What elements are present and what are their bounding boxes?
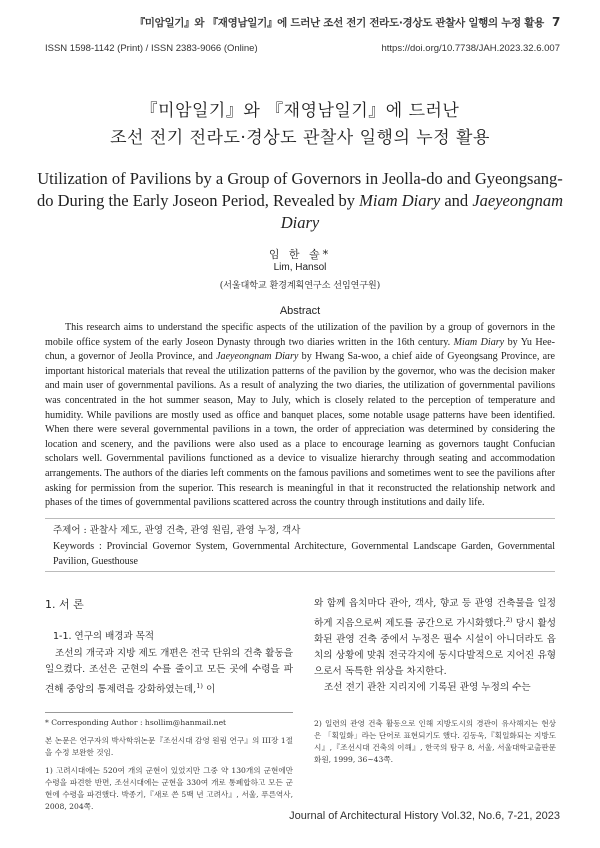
body-paragraph: 조선의 개국과 지방 제도 개편은 전국 단위의 건축 활동을 일으켰다. 조선은 군현의 수를 줄이고 모든 곳에 수령을 파견해 중앙의 통제력을 강화하였는데,$^{1)}$ 이 [45,648,293,696]
footnote-ref-1[interactable]: 1) [196,682,203,690]
running-head [135,15,560,30]
section-heading: 1. 서 론 [45,598,84,611]
issn-doi-line [45,43,560,54]
keywords-english: Keywords : Provincial Governor System, Governmental Architecture, Governmental Landscape Garden, Governmental Pavilion, Guesthouse [53,541,555,567]
running-title: 『미암일기』와 『재영남일기』에 드러난 조선 전기 전라도·경상도 관찰사 일행의 누정 활용 [134,17,544,29]
journal-footer: Journal of Architectural History Vol.32, No.6, 7-21, 2023 [289,810,560,822]
footnote-divider [45,712,293,713]
abstract-heading: Abstract [279,305,321,317]
korean-title-line1: 『미암일기』와 『재영남일기』에 드러난 [140,101,460,121]
body-paragraph: 와 함께 읍치마다 관아, 객사, 향교 등 관영 건축물을 일정하게 지음으로써 제도를 공간으로 가시화했다.$^{2)}$ 당시 활성화된 관영 건축 중에서 누정은 필수 시설이 아니더라도 읍치의 상황에 맞춰 전국각지에 동시다발적으로 지어진 유형으로서 독특한 위상을 차지한다. [314,598,556,678]
funding-note: 본 논문은 연구자의 박사학위논문『조선시대 감영 원림 연구』의 III장 1절을 수정 보완한 것임. [45,736,293,758]
korean-title [0,98,600,152]
divider [45,571,555,572]
doi-link[interactable]: https://doi.org/10.7738/JAH.2023.32.6.007 [381,43,560,54]
subsection-heading: 1-1. 연구의 배경과 목적 [53,631,155,642]
author-affiliation: (서울대학교 환경계획연구소 선임연구원) [219,281,381,291]
footnote-1: 1) 고려시대에는 520여 개의 군현이 있었지만 그중 약 130개의 군현에만 수령을 파견한 반면, 조선시대에는 군현을 330여 개로 통폐합하고 모든 군현에 수령을 파견했다. 박종기,『새로 쓴 5백 년 고려사』, 서울, 푸른역사, 2008, 204쪽. [45,766,293,812]
right-column [314,596,556,770]
english-title: Utilization of Pavilions by a Group of Governors in Jeolla-do and Gyeongsang-do During the Early Joseon Period, Revealed by Miam Diary and Jaeyeongnam Diary [36,169,564,232]
divider [45,518,555,519]
page-number: 7 [551,15,560,29]
body-paragraph: 조선 전기 관찬 지리지에 기록된 관영 누정의 수는 [324,682,531,694]
abstract-body: This research aims to understand the specific aspects of the utilization of the pavilion by a group of governors in the mobile office system of the early Joseon Dynasty through two diaries written in the 16th century. Miam Diary by Yu Hee-chun, a governor of Jeolla Province, and Jaeyeongnam Diary by Hwang Sa-woo, a chief aide of Gyeongsang Province, are important historical materials that reveal the utilization patterns of the pavilion by the governor, who was the decision maker and main user of governmental pavilions. As a result of analyzing the two diaries, the utilization of governmental pavilions was concentrated in the hot summer season, May to July, which is closely related to the perception of temperature and humidity. While pavilions are mostly used as office and banquet places, some notable usage patterns have been identified. When there were several governmental pavilions in a town, the order of appreciation was determined by considering the location and scenery, and the pavilions were also used as a place to encourage learning as governors taught Confucian scholars well. Governmental pavilions functioned as a device to visualize hierarchy through seating and accommodation arrangements. The authors of the diaries left comments on the famous pavilions and sometimes went to see the pavilions after asking for permission from the superior. This research is meaningful in that it reconstructed the relationship network and phases of the times of governmental pavilions scattered across the country through institutions and daily life. [45,322,555,509]
corresponding-author-note: * Corresponding Author : hsollim@hanmail.net [45,718,227,728]
author-name-english: Lim, Hansol [273,262,327,273]
keywords-korean: 주제어 : 관찰사 제도, 관영 건축, 관영 원림, 관영 누정, 객사 [53,525,301,536]
author-name-korean: 임 한 솔* [268,248,332,261]
title-italic-jaeyeongnam: Jaeyeongnam Diary [280,191,564,232]
issn: ISSN 1598-1142 (Print) / ISSN 2383-9066 (Online) [45,43,258,54]
left-column [45,596,293,817]
footnote-ref-2[interactable]: 2) [505,616,513,624]
title-italic-miam: Miam Diary [359,191,441,210]
korean-title-line2: 조선 전기 전라도·경상도 관찰사 일행의 누정 활용 [110,128,490,148]
footnote-2: 2) 일련의 관영 건축 활동으로 인해 지방도시의 경관이 유사해지는 현상은 「획일화」라는 단어로 표현되기도 했다. 김동욱,『획일화되는 지방도시』,『조선시대 건축의 이해』, 한국의 탐구 8, 서울, 서울대학교출판문화원, 1999, 36~43쪽. [314,719,556,765]
